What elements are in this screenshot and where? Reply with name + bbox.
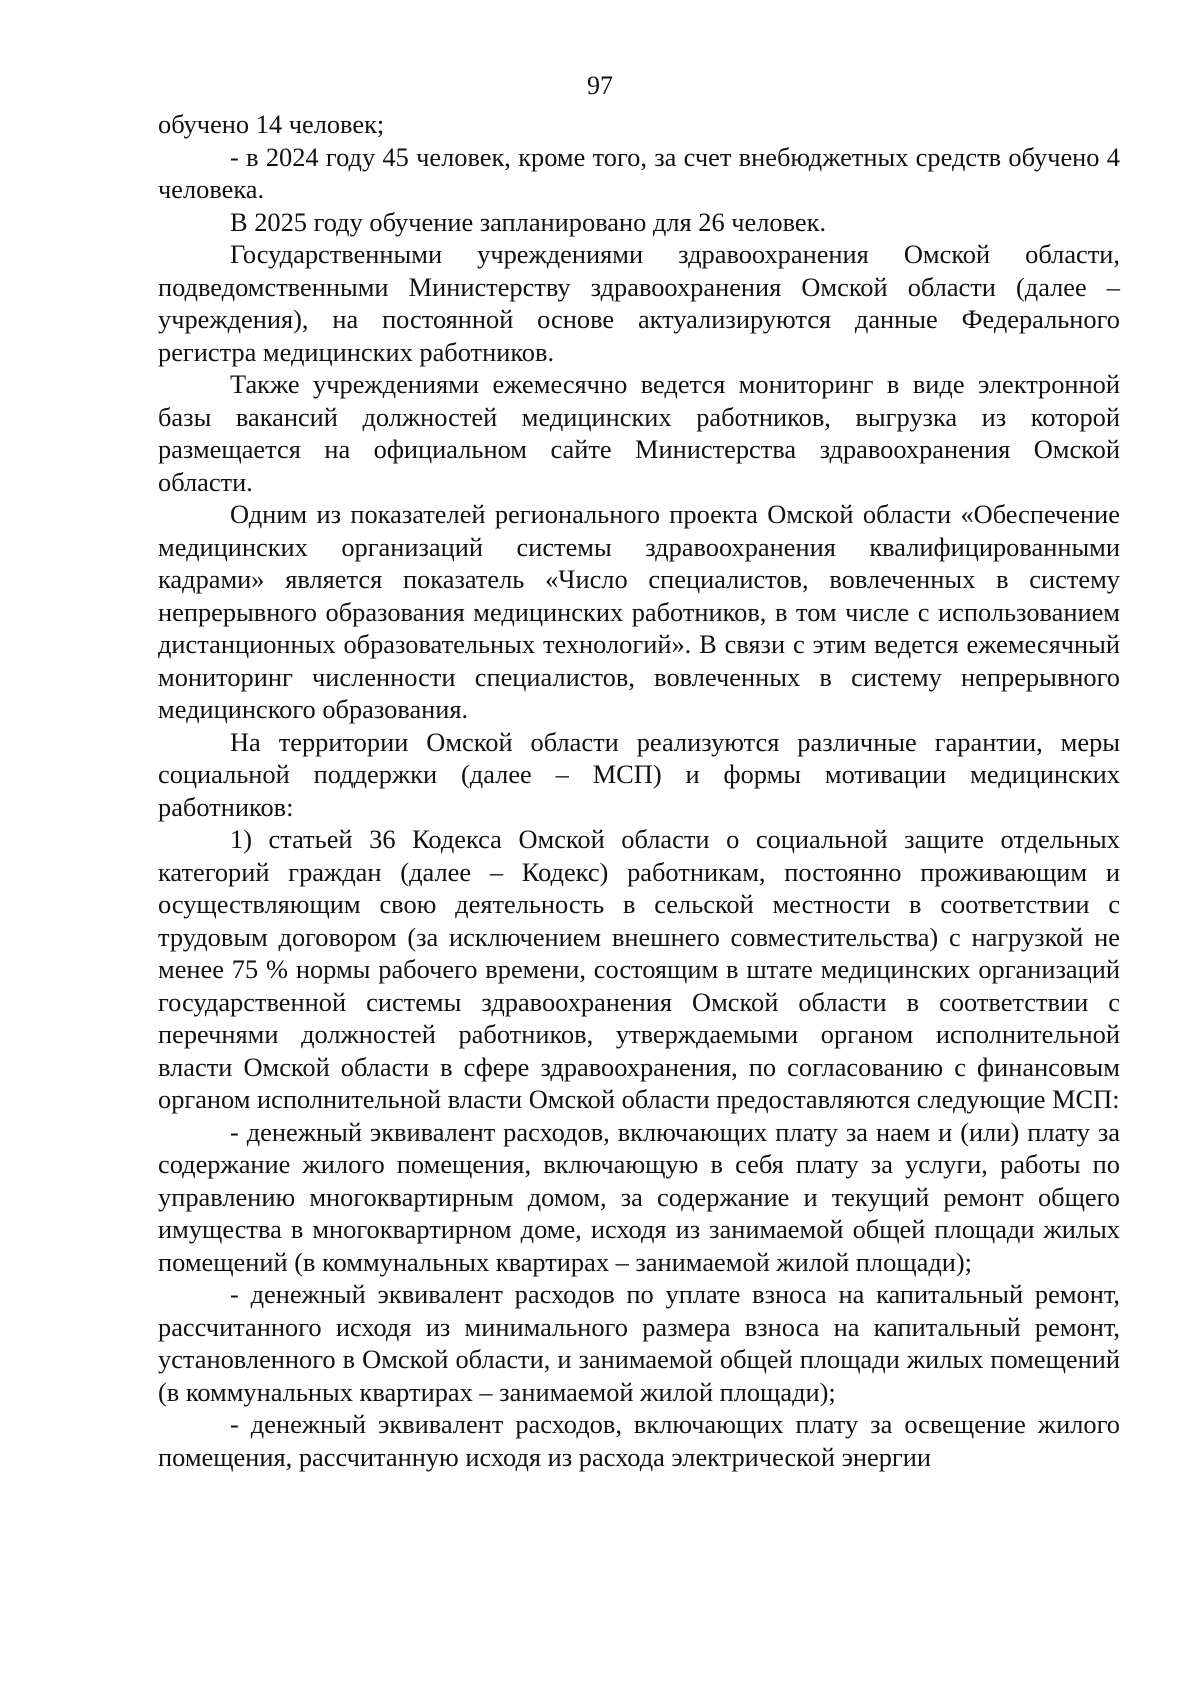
paragraph-5: Также учреждениями ежемесячно ведется мониторинг в виде электронной базы вакансий должностей медицинских работников, выгрузка из которой размещается на официальном сайте Министерства здравоохранения Омской области. [158,369,1120,497]
paragraph-7: На территории Омской области реализуются различные гарантии, меры социальной поддержки (далее – МСП) и формы мотивации медицинских работников: [158,726,1120,822]
paragraph-10: - денежный эквивалент расходов по уплате взноса на капитальный ремонт, рассчитанного исходя из минимального размера взноса на капитальный ремонт, установленного в Омской области, и занимаемой общей площади жилых помещений (в коммунальных квартирах – занимаемой жилой площади); [158,1279,1120,1407]
paragraph-4: Государственными учреждениями здравоохранения Омской области, подведомственными Министерству здравоохранения Омской области (далее – учреждения), на постоянной основе актуализируются данные Федерального регистра медицинских работников. [158,239,1120,367]
paragraph-9: - денежный эквивалент расходов, включающих плату за наем и (или) плату за содержание жилого помещения, включающую в себя плату за услуги, работы по управлению многоквартирным домом, за содержание и текущий ремонт общего имущества в многоквартирном доме, исходя из занимаемой общей площади жилых помещений (в коммунальных квартирах – занимаемой жилой площади); [158,1116,1120,1277]
paragraph-2: - в 2024 году 45 человек, кроме того, за счет внебюджетных средств обучено 4 человека. [158,141,1120,204]
document-body [158,108,1120,1473]
paragraph-11: - денежный эквивалент расходов, включающих плату за освещение жилого помещения, рассчитанную исходя из расхода электрической энергии [158,1409,1120,1472]
paragraph-1: обучено 14 человек; [158,109,385,139]
page-number: 97 [587,71,613,100]
paragraph-6: Одним из показателей регионального проекта Омской области «Обеспечение медицинских организаций системы здравоохранения квалифицированными кадрами» является показатель «Число специалистов, вовлеченных в систему непрерывного образования медицинских работников, в том числе с использованием дистанционных образовательных технологий». В связи с этим ведется ежемесячный мониторинг численности специалистов, вовлеченных в систему непрерывного медицинского образования. [158,499,1120,724]
paragraph-3: В 2025 году обучение запланировано для 26 человек. [230,206,827,237]
paragraph-8: 1) статьей 36 Кодекса Омской области о социальной защите отдельных категорий граждан (далее – Кодекс) работникам, постоянно проживающим и осуществляющим свою деятельность в сельской местности в соответствии с трудовым договором (за исключением внешнего совместительства) с нагрузкой не менее 75 % нормы рабочего времени, состоящим в штате медицинских организаций государственной системы здравоохранения Омской области в соответствии с перечнями должностей работников, утверждаемыми органом исполнительной власти Омской области в сфере здравоохранения, по согласованию с финансовым органом исполнительной власти Омской области предоставляются следующие МСП: [158,824,1120,1114]
